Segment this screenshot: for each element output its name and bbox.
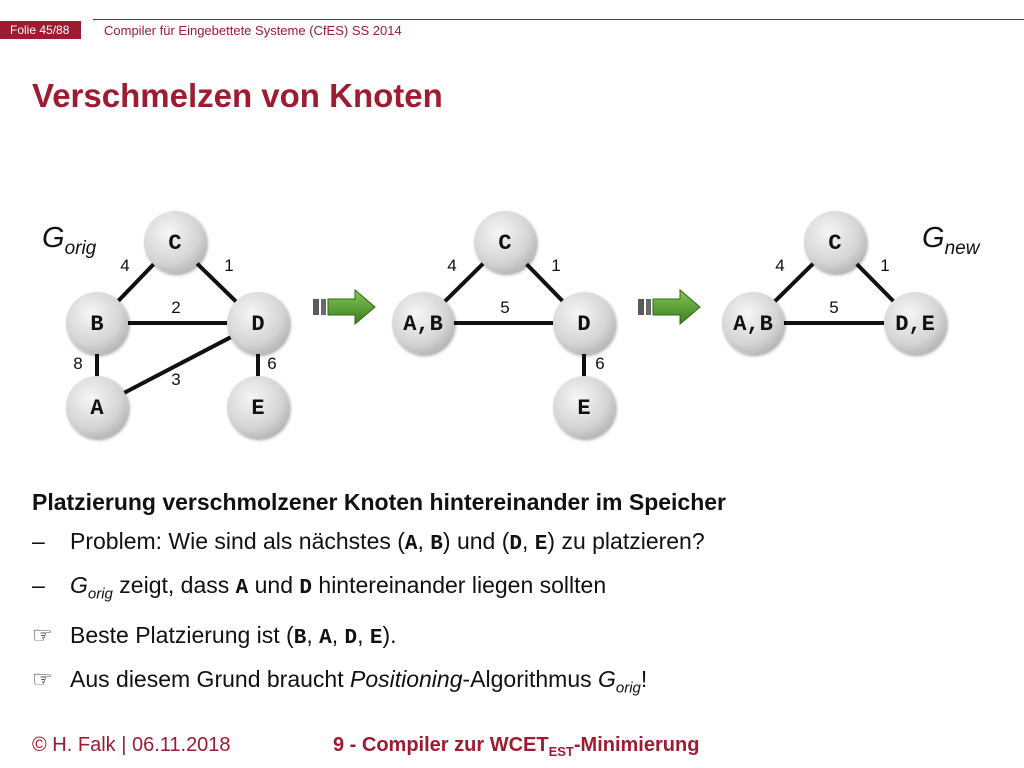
node-label: C bbox=[498, 231, 512, 256]
node-ab bbox=[392, 292, 454, 354]
item-text: orig bbox=[615, 679, 641, 697]
graph-name-main: G bbox=[42, 222, 65, 254]
node-c bbox=[474, 211, 536, 273]
node-label: E bbox=[577, 396, 591, 421]
code-text: A bbox=[319, 626, 332, 650]
footer-chapter: 9 - Compiler zur $WCET_{EST}$-Minimierung bbox=[333, 734, 700, 759]
item-text: ) zu platzieren? bbox=[547, 528, 705, 554]
node-c bbox=[144, 211, 206, 273]
pointing-hand-icon: ☞ bbox=[32, 665, 53, 692]
edge-weight-c-de: 1 bbox=[880, 256, 890, 275]
graph-name bbox=[922, 222, 981, 259]
edge-weight-d-e: 6 bbox=[267, 354, 277, 373]
footer-author: © H. Falk | 06.11.2018 bbox=[32, 734, 231, 756]
node-ab bbox=[722, 292, 784, 354]
node-label: C bbox=[828, 231, 842, 256]
transform-arrow-2 bbox=[638, 290, 700, 324]
item-text: , bbox=[417, 528, 431, 554]
code-text: D bbox=[344, 626, 358, 650]
node-label: A bbox=[90, 396, 104, 421]
item-text: zeigt, dass bbox=[112, 572, 236, 598]
edge-weight-ab-d: 5 bbox=[500, 298, 510, 317]
list-item bbox=[32, 615, 992, 659]
item-text: , bbox=[331, 621, 345, 648]
course-title: Compiler für Eingebettete Systeme (CfES) SS 2014 bbox=[104, 23, 402, 38]
graph-g-new bbox=[722, 211, 981, 354]
edge-weight-c-d: 1 bbox=[224, 256, 234, 275]
node-label: D bbox=[251, 312, 265, 337]
code-text: A bbox=[235, 577, 249, 600]
node-label: D bbox=[577, 312, 591, 337]
slide-number: Folie 45/88 bbox=[0, 21, 81, 39]
list-item bbox=[32, 521, 992, 565]
graph-name-main: G bbox=[922, 222, 945, 254]
node-b bbox=[66, 292, 128, 354]
item-text: Positioning bbox=[349, 665, 463, 692]
code-text: A bbox=[404, 533, 418, 556]
edge-weight-b-c: 4 bbox=[120, 256, 130, 275]
bullet-list bbox=[32, 521, 992, 708]
code-text: B bbox=[293, 626, 307, 650]
edge-weight-d-e: 6 bbox=[595, 354, 605, 373]
item-text: Aus diesem Grund braucht bbox=[70, 665, 350, 692]
list-item bbox=[32, 565, 992, 615]
graph-merge-diagram bbox=[0, 195, 1024, 445]
node-label: B bbox=[90, 312, 104, 337]
code-text: D bbox=[299, 577, 313, 600]
item-text: Beste Platzierung ist ( bbox=[70, 621, 294, 648]
item-text: G bbox=[598, 665, 616, 692]
code-text: E bbox=[369, 626, 383, 650]
node-label: C bbox=[168, 231, 182, 256]
graph-name bbox=[42, 222, 97, 259]
node-e bbox=[227, 376, 289, 438]
edge-weight-ab-c: 4 bbox=[447, 256, 457, 275]
node-d bbox=[227, 292, 289, 354]
item-text: hintereinander liegen sollten bbox=[312, 572, 607, 598]
graph-g-orig bbox=[42, 211, 289, 438]
graph-merged-ab bbox=[392, 211, 615, 438]
node-a bbox=[66, 376, 128, 438]
code-text: D bbox=[509, 533, 522, 556]
item-text: , bbox=[357, 621, 370, 648]
item-text: orig bbox=[87, 585, 113, 603]
edge-weight-ab-c: 4 bbox=[775, 256, 785, 275]
edge-weight-c-d: 1 bbox=[551, 256, 561, 275]
edge-weight-a-b: 8 bbox=[73, 354, 83, 373]
page-title: Verschmelzen von Knoten bbox=[32, 77, 443, 114]
header-divider bbox=[93, 19, 1024, 20]
node-label: D,E bbox=[895, 312, 935, 337]
node-d bbox=[553, 292, 615, 354]
dash-marker: – bbox=[32, 572, 45, 598]
content-area bbox=[32, 487, 992, 708]
dash-marker: – bbox=[32, 528, 45, 554]
node-label: A,B bbox=[733, 312, 773, 337]
item-text: und bbox=[248, 572, 300, 598]
edge-weight-b-d: 2 bbox=[171, 298, 181, 317]
item-text: -Algorithmus bbox=[462, 665, 598, 692]
item-text: Problem: Wie sind als nächstes ( bbox=[70, 528, 405, 554]
edge-weight-a-d: 3 bbox=[171, 370, 181, 389]
list-item bbox=[32, 659, 992, 709]
node-e bbox=[553, 376, 615, 438]
edge-weight-ab-de: 5 bbox=[829, 298, 839, 317]
item-text: G bbox=[70, 572, 88, 598]
code-text: B bbox=[430, 533, 443, 556]
graph-name-sub: new bbox=[944, 238, 980, 259]
header-bar bbox=[0, 0, 1024, 40]
item-text: , bbox=[522, 528, 535, 554]
content-heading: Platzierung verschmolzener Knoten hintereinander im Speicher bbox=[32, 489, 727, 515]
transform-arrow-1 bbox=[313, 290, 375, 324]
node-de bbox=[884, 292, 946, 354]
code-text: E bbox=[534, 533, 548, 556]
node-label: E bbox=[251, 396, 265, 421]
item-text: ). bbox=[382, 621, 397, 648]
item-text: , bbox=[306, 621, 320, 648]
pointing-hand-icon: ☞ bbox=[32, 621, 53, 648]
item-text: ! bbox=[640, 665, 648, 692]
node-c bbox=[804, 211, 866, 273]
graph-name-sub: orig bbox=[64, 238, 97, 259]
item-text: ) und ( bbox=[442, 528, 510, 554]
node-label: A,B bbox=[403, 312, 443, 337]
